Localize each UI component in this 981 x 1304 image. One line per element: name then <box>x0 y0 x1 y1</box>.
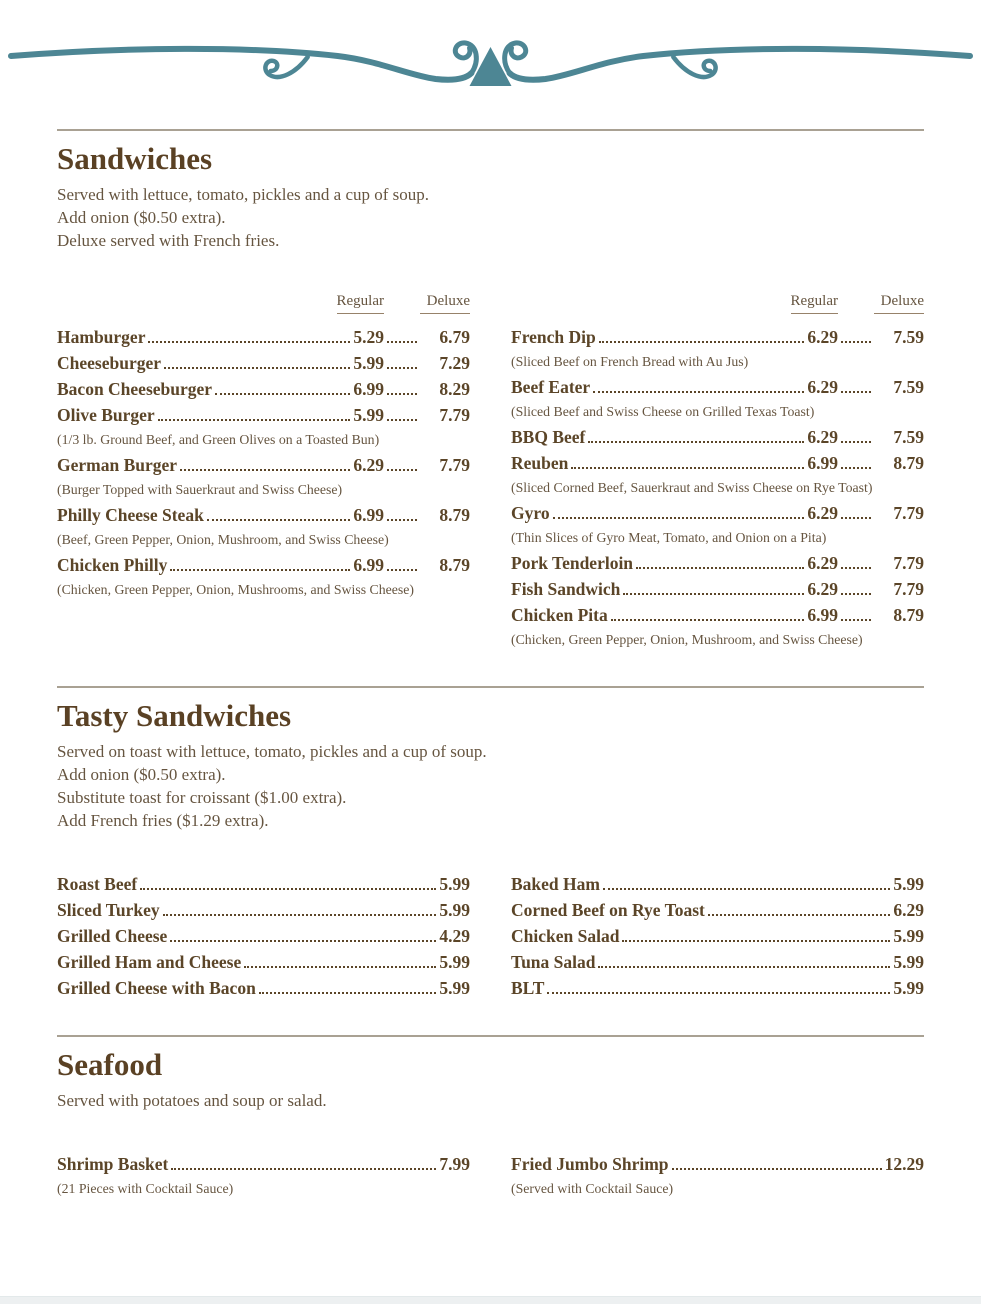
dot-leader <box>611 619 805 621</box>
section-title: Sandwiches <box>57 141 213 176</box>
menu-item <box>511 550 924 576</box>
item-price: 5.99 <box>439 900 470 920</box>
item-name: Chicken Pita <box>511 605 608 625</box>
menu-item <box>57 324 470 350</box>
dot-leader <box>672 1168 882 1170</box>
item-price: 5.99 <box>439 874 470 894</box>
dot-leader <box>158 419 351 421</box>
item-price-deluxe: 7.59 <box>893 427 924 447</box>
dot-leader <box>170 569 350 571</box>
item-name: Tuna Salad <box>511 952 596 972</box>
section-note: Substitute toast for croissant ($1.00 extra). <box>57 788 347 807</box>
dot-leader <box>170 940 436 942</box>
item-price: 4.29 <box>439 926 470 946</box>
section-note: Served with lettuce, tomato, pickles and a cup of soup. <box>57 185 430 204</box>
dot-leader <box>623 593 804 595</box>
dot-leader <box>387 569 417 571</box>
price-column-headers <box>511 291 924 314</box>
dot-leader <box>553 517 805 519</box>
dot-leader <box>163 914 437 916</box>
item-name: BBQ Beef <box>511 427 586 447</box>
item-price-deluxe: 7.79 <box>893 503 924 523</box>
item-price-regular: 6.29 <box>807 427 838 447</box>
section-divider <box>57 129 924 131</box>
dot-leader <box>841 593 871 595</box>
menu-item <box>511 1151 924 1177</box>
price-column-headers <box>57 291 470 314</box>
menu-section-tasty-sandwiches <box>57 686 924 1001</box>
section-columns <box>57 1151 924 1201</box>
section-notes <box>57 1089 924 1112</box>
menu-column <box>57 871 470 1001</box>
item-name: Grilled Cheese with Bacon <box>57 978 256 998</box>
item-price: 5.99 <box>439 978 470 998</box>
item-price: 5.99 <box>893 978 924 998</box>
item-name: Shrimp Basket <box>57 1154 169 1174</box>
item-description: (Sliced Beef and Swiss Cheese on Grilled Texas Toast) <box>511 404 815 419</box>
item-price-deluxe: 7.79 <box>439 405 470 425</box>
menu-item <box>511 871 924 897</box>
dot-leader <box>547 992 890 994</box>
item-price-regular: 6.29 <box>807 503 838 523</box>
dot-leader <box>841 441 871 443</box>
item-name: French Dip <box>511 327 596 347</box>
menu-item <box>511 923 924 949</box>
dot-leader <box>215 393 350 395</box>
item-description: (Burger Topped with Sauerkraut and Swiss Cheese) <box>57 482 343 497</box>
item-price-regular: 5.99 <box>353 353 384 373</box>
menu-section-sandwiches <box>57 129 924 652</box>
item-price-deluxe: 6.79 <box>439 327 470 347</box>
dot-leader <box>171 1168 436 1170</box>
dot-leader <box>180 469 350 471</box>
dot-leader <box>164 367 350 369</box>
menu-column <box>511 1151 924 1201</box>
item-name: Gyro <box>511 503 550 523</box>
menu-item <box>57 376 470 402</box>
item-name: Bacon Cheeseburger <box>57 379 213 399</box>
menu-item <box>57 402 470 428</box>
item-description: (Chicken, Green Pepper, Onion, Mushroom, and Swiss Cheese) <box>511 632 863 647</box>
item-price-deluxe: 8.79 <box>893 605 924 625</box>
price-column-header-regular: Regular <box>791 291 838 314</box>
menu-item <box>511 602 924 628</box>
dot-leader <box>387 469 417 471</box>
menu-item <box>511 949 924 975</box>
page-bottom-edge <box>0 1296 981 1304</box>
price-column-header-regular: Regular <box>337 291 384 314</box>
dot-leader <box>599 341 805 343</box>
item-price-regular: 6.29 <box>807 327 838 347</box>
dot-leader <box>140 888 436 890</box>
item-name: Grilled Ham and Cheese <box>57 952 242 972</box>
section-divider <box>57 1035 924 1037</box>
menu-column <box>57 1151 470 1201</box>
item-price-deluxe: 8.79 <box>893 453 924 473</box>
item-price-deluxe: 7.29 <box>439 353 470 373</box>
item-price-deluxe: 7.59 <box>893 327 924 347</box>
dot-leader <box>636 567 804 569</box>
item-name: Cheeseburger <box>57 353 162 373</box>
item-price: 5.99 <box>893 926 924 946</box>
dot-leader <box>387 393 417 395</box>
dot-leader <box>841 567 871 569</box>
menu-item <box>57 1151 470 1177</box>
menu-item <box>57 552 470 578</box>
item-description: (Sliced Corned Beef, Sauerkraut and Swiss Cheese on Rye Toast) <box>511 480 873 495</box>
menu-item <box>57 871 470 897</box>
menu-column <box>511 871 924 1001</box>
dot-leader <box>571 467 804 469</box>
menu-item <box>511 500 924 526</box>
dot-leader <box>841 517 871 519</box>
menu-item <box>511 374 924 400</box>
item-name: Baked Ham <box>511 874 600 894</box>
menu-item <box>511 324 924 350</box>
menu-item <box>511 424 924 450</box>
menu-item <box>57 923 470 949</box>
dot-leader <box>259 992 437 994</box>
dot-leader <box>593 391 804 393</box>
item-price-regular: 6.29 <box>353 455 384 475</box>
item-price: 5.99 <box>439 952 470 972</box>
item-price-deluxe: 7.79 <box>893 579 924 599</box>
item-price-regular: 5.99 <box>353 405 384 425</box>
menu-column <box>511 291 924 652</box>
item-name: Pork Tenderloin <box>511 553 634 573</box>
section-title: Tasty Sandwiches <box>57 698 292 733</box>
item-price-regular: 6.99 <box>353 505 384 525</box>
dot-leader <box>244 966 436 968</box>
item-name: Philly Cheese Steak <box>57 505 204 525</box>
dot-leader <box>598 966 890 968</box>
item-name: Roast Beef <box>57 874 138 894</box>
menu-item <box>57 502 470 528</box>
item-description: (1/3 lb. Ground Beef, and Green Olives on a Toasted Bun) <box>57 432 380 447</box>
item-price-regular: 6.29 <box>807 579 838 599</box>
dot-leader <box>841 619 871 621</box>
item-price: 6.29 <box>893 900 924 920</box>
item-price-deluxe: 7.59 <box>893 377 924 397</box>
item-name: Sliced Turkey <box>57 900 160 920</box>
dot-leader <box>387 341 417 343</box>
item-price-regular: 6.99 <box>807 453 838 473</box>
item-name: Fried Jumbo Shrimp <box>511 1154 669 1174</box>
item-name: German Burger <box>57 455 178 475</box>
section-note: Served on toast with lettuce, tomato, pickles and a cup of soup. <box>57 742 487 761</box>
menu <box>0 129 981 1201</box>
item-price-deluxe: 7.79 <box>439 455 470 475</box>
item-price: 5.99 <box>893 874 924 894</box>
item-price-deluxe: 8.29 <box>439 379 470 399</box>
menu-column <box>57 291 470 652</box>
dot-leader <box>622 940 890 942</box>
section-note: Served with potatoes and soup or salad. <box>57 1091 327 1110</box>
section-divider <box>57 686 924 688</box>
dot-leader <box>603 888 890 890</box>
menu-item <box>57 949 470 975</box>
menu-item <box>57 350 470 376</box>
dot-leader <box>588 441 804 443</box>
item-description: (Served with Cocktail Sauce) <box>511 1181 674 1196</box>
item-description: (Thin Slices of Gyro Meat, Tomato, and Onion on a Pita) <box>511 530 827 545</box>
dot-leader <box>387 367 417 369</box>
section-notes <box>57 740 924 832</box>
section-note: Add onion ($0.50 extra). <box>57 208 226 227</box>
item-price-deluxe: 8.79 <box>439 555 470 575</box>
dot-leader <box>841 341 871 343</box>
section-note: Add French fries ($1.29 extra). <box>57 811 269 830</box>
item-price-regular: 6.99 <box>353 379 384 399</box>
item-name: Corned Beef on Rye Toast <box>511 900 705 920</box>
flourish-divider-icon <box>8 33 973 93</box>
section-columns <box>57 871 924 1001</box>
dot-leader <box>387 519 417 521</box>
item-price-deluxe: 7.79 <box>893 553 924 573</box>
menu-item <box>57 452 470 478</box>
item-price-regular: 6.29 <box>807 377 838 397</box>
section-columns <box>57 291 924 652</box>
item-description: (Chicken, Green Pepper, Onion, Mushrooms, and Swiss Cheese) <box>57 582 414 597</box>
section-title: Seafood <box>57 1047 163 1082</box>
section-note: Deluxe served with French fries. <box>57 231 280 250</box>
price-column-header-deluxe: Deluxe <box>420 291 470 314</box>
item-name: Beef Eater <box>511 377 591 397</box>
dot-leader <box>148 341 350 343</box>
item-name: Fish Sandwich <box>511 579 621 599</box>
item-price-regular: 6.29 <box>807 553 838 573</box>
dot-leader <box>387 419 417 421</box>
item-name: Chicken Salad <box>511 926 620 946</box>
item-name: Grilled Cheese <box>57 926 168 946</box>
item-name: BLT <box>511 978 545 998</box>
section-notes <box>57 183 924 252</box>
menu-item <box>511 576 924 602</box>
item-price-regular: 6.99 <box>807 605 838 625</box>
item-description: (21 Pieces with Cocktail Sauce) <box>57 1181 234 1196</box>
item-name: Reuben <box>511 453 569 473</box>
dot-leader <box>708 914 891 916</box>
item-price-regular: 6.99 <box>353 555 384 575</box>
dot-leader <box>841 467 871 469</box>
item-description: (Sliced Beef on French Bread with Au Jus) <box>511 354 749 369</box>
item-price-regular: 5.29 <box>353 327 384 347</box>
menu-item <box>511 975 924 1001</box>
item-name: Olive Burger <box>57 405 155 425</box>
menu-section-seafood <box>57 1035 924 1201</box>
menu-item <box>57 975 470 1001</box>
item-description: (Beef, Green Pepper, Onion, Mushroom, and Swiss Cheese) <box>57 532 389 547</box>
menu-item <box>511 897 924 923</box>
item-name: Hamburger <box>57 327 146 347</box>
item-price: 7.99 <box>439 1154 470 1174</box>
item-price-deluxe: 8.79 <box>439 505 470 525</box>
menu-item <box>57 897 470 923</box>
item-price: 12.29 <box>884 1154 924 1174</box>
menu-item <box>511 450 924 476</box>
item-price: 5.99 <box>893 952 924 972</box>
price-column-header-deluxe: Deluxe <box>874 291 924 314</box>
dot-leader <box>207 519 351 521</box>
section-note: Add onion ($0.50 extra). <box>57 765 226 784</box>
dot-leader <box>841 391 871 393</box>
item-name: Chicken Philly <box>57 555 168 575</box>
